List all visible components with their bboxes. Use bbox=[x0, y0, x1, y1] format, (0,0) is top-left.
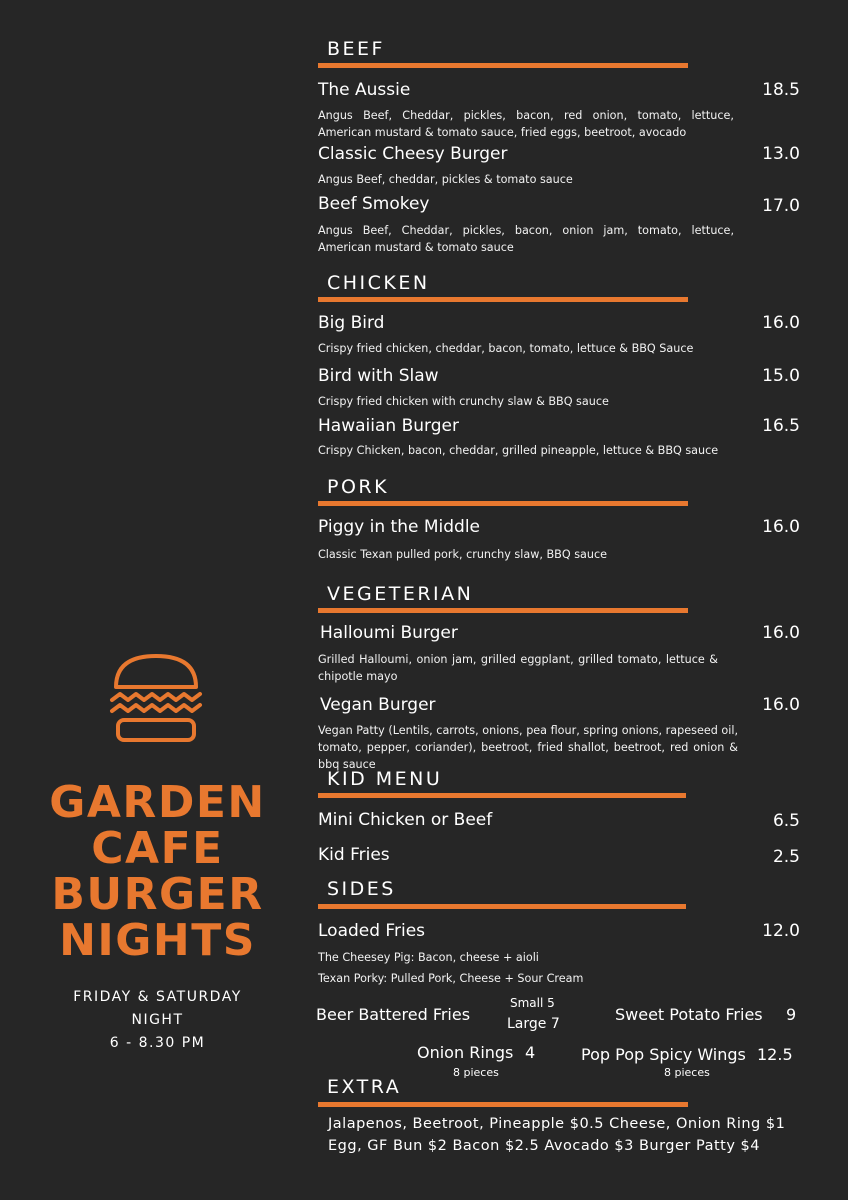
section-rule bbox=[318, 1102, 688, 1107]
section-title-beef: BEEF bbox=[327, 38, 385, 60]
brand-title bbox=[20, 777, 295, 966]
side-item-name: Onion Rings bbox=[417, 1043, 514, 1062]
item-price: 12.0 bbox=[762, 921, 800, 941]
item-price: 16.0 bbox=[762, 313, 800, 333]
item-price: 16.0 bbox=[762, 623, 800, 643]
item-price: 16.0 bbox=[762, 695, 800, 715]
extra-line: Egg, GF Bun $2 Bacon $2.5 Avocado $3 Burger Patty $4 bbox=[328, 1138, 760, 1154]
brand-title-line: NIGHTS bbox=[59, 915, 256, 966]
side-item-note: 8 pieces bbox=[664, 1066, 710, 1079]
section-title-chicken: CHICKEN bbox=[327, 272, 430, 294]
schedule-days: FRIDAY & SATURDAY bbox=[73, 989, 242, 1005]
side-item-price-large: Large 7 bbox=[507, 1016, 560, 1032]
item-name: Bird with Slaw bbox=[318, 366, 439, 386]
item-desc: Texan Porky: Pulled Pork, Cheese + Sour Cream bbox=[318, 972, 584, 985]
section-title-vegeterian: VEGETERIAN bbox=[327, 583, 474, 605]
section-rule bbox=[318, 608, 688, 613]
item-name: The Aussie bbox=[318, 80, 411, 100]
item-name: Piggy in the Middle bbox=[318, 517, 481, 537]
side-item-price: 4 bbox=[525, 1043, 536, 1062]
side-item-price: 12.5 bbox=[757, 1045, 793, 1064]
section-title-sides: SIDES bbox=[327, 878, 396, 900]
item-price: 2.5 bbox=[772, 847, 800, 867]
item-price: 15.0 bbox=[762, 366, 800, 386]
item-name: Halloumi Burger bbox=[320, 623, 458, 643]
section-title-extra: EXTRA bbox=[327, 1076, 402, 1098]
item-desc: Crispy fried chicken with crunchy slaw & BBQ sauce bbox=[318, 395, 609, 408]
item-desc: Crispy fried chicken, cheddar, bacon, tomato, lettuce & BBQ Sauce bbox=[318, 342, 694, 355]
item-desc: Angus Beef, Cheddar, pickles, bacon, red onion, tomato, lettuce, American mustard & tomato sauce, fried eggs, beetroot, avocado bbox=[318, 109, 734, 139]
item-price: 16.5 bbox=[762, 416, 800, 436]
item-name: Kid Fries bbox=[318, 845, 390, 865]
item-desc: Angus Beef, Cheddar, pickles, bacon, onion jam, tomato, lettuce, American mustard & tomato sauce bbox=[318, 224, 734, 254]
item-name: Classic Cheesy Burger bbox=[318, 144, 508, 164]
section-title-kid-menu: KID MENU bbox=[327, 768, 443, 790]
brand-title-line: CAFE bbox=[91, 823, 224, 874]
item-desc: Angus Beef, cheddar, pickles & tomato sauce bbox=[318, 173, 573, 186]
section-rule bbox=[318, 297, 688, 302]
section-rule bbox=[318, 904, 686, 909]
item-price: 6.5 bbox=[772, 811, 800, 831]
section-rule bbox=[318, 793, 686, 798]
item-name: Mini Chicken or Beef bbox=[318, 810, 493, 830]
item-desc: Vegan Patty (Lentils, carrots, onions, pea flour, spring onions, rapeseed oil, tomato, pepper, coriander), beetroot, fried shallot, beetroot, red onion & bbq sauce bbox=[318, 724, 738, 771]
item-name: Hawaiian Burger bbox=[318, 416, 459, 436]
brand-title-line: GARDEN bbox=[49, 777, 266, 828]
schedule-night: NIGHT bbox=[131, 1012, 184, 1028]
burger-icon bbox=[108, 650, 204, 746]
side-item-name: Sweet Potato Fries bbox=[615, 1005, 763, 1024]
side-item-note: 8 pieces bbox=[453, 1066, 499, 1079]
section-rule bbox=[318, 501, 688, 506]
item-desc: Grilled Halloumi, onion jam, grilled eggplant, grilled tomato, lettuce & chipotle mayo bbox=[318, 653, 718, 683]
side-item-price: 9 bbox=[786, 1005, 797, 1024]
side-item-name: Beer Battered Fries bbox=[316, 1005, 471, 1024]
side-item-name: Pop Pop Spicy Wings bbox=[581, 1045, 746, 1064]
item-name: Vegan Burger bbox=[320, 695, 436, 715]
item-name: Loaded Fries bbox=[318, 921, 426, 941]
extra-line: Jalapenos, Beetroot, Pineapple $0.5 Cheese, Onion Ring $1 bbox=[328, 1116, 786, 1132]
item-price: 17.0 bbox=[762, 196, 800, 216]
schedule-hours: 6 - 8.30 PM bbox=[109, 1035, 206, 1051]
section-rule bbox=[318, 63, 688, 68]
side-item-price-small: Small 5 bbox=[510, 996, 555, 1010]
brand-title-line: BURGER bbox=[51, 869, 264, 920]
section-title-pork: PORK bbox=[327, 476, 390, 498]
item-desc: Crispy Chicken, bacon, cheddar, grilled pineapple, lettuce & BBQ sauce bbox=[318, 444, 719, 457]
item-price: 18.5 bbox=[762, 80, 800, 100]
item-price: 13.0 bbox=[762, 144, 800, 164]
item-name: Beef Smokey bbox=[318, 194, 430, 214]
item-price: 16.0 bbox=[762, 517, 800, 537]
item-desc: The Cheesey Pig: Bacon, cheese + aioli bbox=[318, 951, 539, 964]
item-name: Big Bird bbox=[318, 313, 385, 333]
item-desc: Classic Texan pulled pork, crunchy slaw, BBQ sauce bbox=[318, 548, 607, 561]
